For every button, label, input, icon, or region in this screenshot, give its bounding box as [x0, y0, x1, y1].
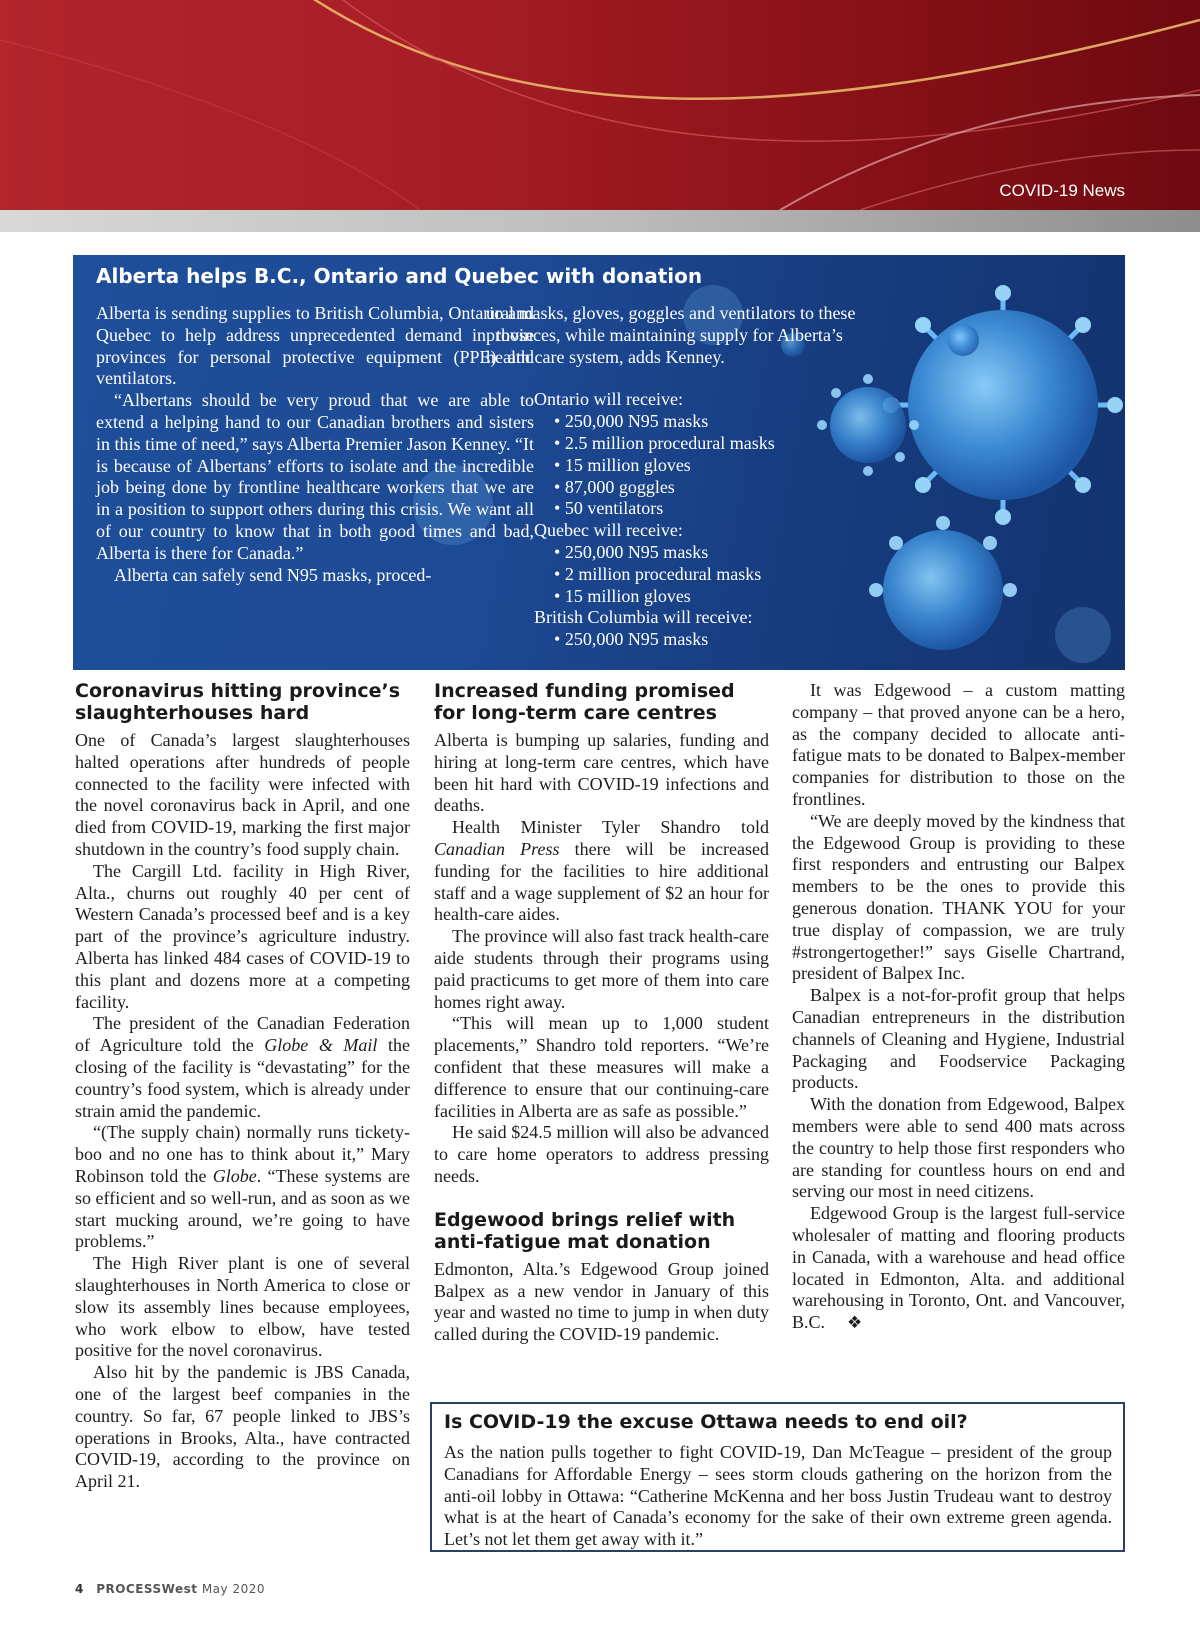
page-number: 4 — [75, 1582, 84, 1596]
article-title: Edgewood brings relief with anti-fatigue mat donation — [434, 1208, 736, 1253]
header-grey-bar — [0, 210, 1200, 232]
text-run: the closing of the facility is “devastating” for the country’s food system, which is already under strain amid the pandemic. — [75, 1035, 410, 1121]
feature-paragraph: Alberta is sending supplies to British Columbia, Ontario and Quebec to help address unprecedented demand in those provinces for personal protective equipment (PPE) and ventilators. — [96, 303, 534, 389]
article-title: Increased funding promised for long-term care centres — [434, 680, 735, 724]
article-paragraph: “This will mean up to 1,000 student placements,” Shandro told reporters. “We’re confident that these measures will make a difference to ensure that our continuing-care facilities in Alberta are as safe as possible.” — [434, 1013, 769, 1121]
article-paragraph — [434, 817, 769, 926]
feature-column-1 — [96, 303, 534, 586]
article-paragraph: The Cargill Ltd. facility in High River, Alta., churns out roughly 40 per cent of Western Canada’s processed beef and is a key part of the province’s agriculture industry. Alberta has linked 484 cases of COVID-19 to this plant and dozens more at a competing facility. — [75, 860, 410, 1012]
feature-title: Alberta helps B.C., Ontario and Quebec with donation — [96, 264, 703, 288]
feature-column-2 — [486, 303, 856, 651]
article-paragraph: It was Edgewood – a custom matting company – that proved anyone can be a hero, as the company decided to allocate anti-fatigue mats to be donated to Balpex-member companies for distribution to those on the frontlines. — [792, 680, 1125, 809]
list-item: • 50 ventilators — [554, 498, 856, 520]
article-paragraph — [75, 1122, 410, 1253]
list-item: • 15 million gloves — [554, 455, 856, 477]
article-long-term-care — [434, 680, 769, 1346]
text-run: The president of the Canadian Federation of Agriculture told the — [75, 1013, 410, 1056]
quebec-heading: Quebec will receive: — [534, 520, 683, 541]
article-paragraph: The High River plant is one of several slaughterhouses in North America to close or slow its assembly lines because employees, who work elbow to elbow, have tested positive for the novel coronavirus. — [75, 1253, 410, 1361]
article-paragraph: Edmonton, Alta.’s Edgewood Group joined Balpex as a new vendor in January of this year and wasted no time to jump in when duty called during the COVID-19 pandemic. — [434, 1258, 769, 1345]
list-item: • 250,000 N95 masks — [554, 629, 856, 651]
list-item: • 250,000 N95 masks — [554, 542, 856, 564]
feature-box — [73, 255, 1125, 670]
banner-swoosh-graphic — [0, 0, 1200, 210]
article-paragraph: One of Canada’s largest slaughterhouses halted operations after hundreds of people connected to the facility were infected with the novel coronavirus back in April, and one died from COVID-19, marking the first major shutdown in the country’s food supply chain. — [75, 730, 410, 859]
article-paragraph — [792, 1203, 1125, 1335]
virus-lower-icon — [869, 516, 1017, 650]
text-run: “(The supply chain) normally runs tickety-boo and no one has to think about it,” Mary Robinson told the — [75, 1122, 410, 1186]
article-paragraph: “We are deeply moved by the kindness that the Edgewood Group is providing to these first responders and entrusting our Balpex members to be the ones to provide this generous donation. THANK YOU for your true display of compassion, we are truly #strongertogether!” says Giselle Chartrand, president of Balpex Inc. — [792, 810, 1125, 984]
header-banner — [0, 0, 1200, 210]
list-item: • 15 million gloves — [554, 586, 856, 608]
article-slaughterhouses — [75, 680, 410, 1493]
page-footer — [75, 1582, 265, 1596]
list-item: • 87,000 goggles — [554, 477, 856, 499]
feature-paragraph: Alberta can safely send N95 masks, proced- — [114, 564, 432, 585]
article-edgewood-continued — [792, 680, 1125, 1335]
list-item: • 2 million procedural masks — [554, 564, 856, 586]
list-item: • 250,000 N95 masks — [554, 411, 856, 433]
feature-paragraph: “Albertans should be very proud that we are able to extend a helping hand to our Canadian brothers and sisters in this time of need,” says Alberta Premier Jason Kenney. “It is because of Albertans’ efforts to isolate and the incredible job being done by frontline healthcare workers that we are in a position to support others during this crisis. We want all of our country to know that in both good times and bad, Alberta is there for Canada.” — [96, 390, 534, 563]
publication-name: Globe & Mail — [264, 1035, 378, 1056]
article-paragraph — [75, 1013, 410, 1122]
text-run: there will be increased funding for the facilities to hire additional staff and a wage supplement of $2 an hour for health-care aides. — [434, 838, 770, 925]
list-item: • 2.5 million procedural masks — [554, 433, 856, 455]
text-run: Health Minister Tyler Shandro told — [452, 817, 769, 838]
publication-name: Canadian Press — [434, 838, 560, 859]
quebec-list — [486, 542, 856, 607]
bc-heading: British Columbia will receive: — [534, 607, 753, 628]
end-of-article-mark-icon: ❖ — [847, 1313, 863, 1334]
bc-list — [486, 629, 856, 651]
article-paragraph: The province will also fast track health-care aide students through their programs using paid practicums to get more of them into care homes right away. — [434, 926, 769, 1012]
article-paragraph: Also hit by the pandemic is JBS Canada, one of the largest beef companies in the country. So far, 67 people linked to JBS’s operations in Brooks, Alta., have contracted COVID-19, according to the province on April 21. — [75, 1362, 410, 1492]
text-run: . “These systems are so efficient and so well-run, and as soon as we start mucking around, we’re going to have problems.” — [75, 1165, 410, 1252]
text-run: Edgewood Group is the largest full-service wholesaler of matting and flooring products in Canada, with a warehouse and head office located in Edmonton, Alta. and additional warehousing in Toronto, Ont. and Vancouver, B.C. — [792, 1203, 1125, 1333]
publication-name: Globe — [212, 1165, 257, 1186]
magazine-name: PROCESSWest — [96, 1582, 198, 1596]
sidebar-title: Is COVID-19 the excuse Ottawa needs to end oil? — [444, 1411, 968, 1433]
feature-continuation: ural masks, gloves, goggles and ventilators to these provinces, while maintaining supply for Alberta’s health care system, adds Kenney. — [486, 303, 856, 367]
article-paragraph: Alberta is bumping up salaries, funding and hiring at long-term care centres, which have been hit hard with COVID-19 infections and deaths. — [434, 730, 769, 816]
section-label: COVID-19 News — [999, 181, 1125, 200]
issue-date: May 2020 — [201, 1582, 265, 1596]
oil-sidebar-box — [430, 1402, 1125, 1552]
ontario-list — [486, 411, 856, 520]
article-title: Coronavirus hitting province’s slaughterhouses hard — [75, 680, 401, 724]
sidebar-body: As the nation pulls together to fight COVID-19, Dan McTeague – president of the group Canadians for Affordable Energy – sees storm clouds gathering on the horizon from the anti-oil lobby in Ottawa: “Catherine McKenna and her boss Justin Trudeau want to destroy what is at the heart of Canada’s economy for the sake of their own extreme green agenda. Let’s not let them get away with it.” — [444, 1442, 1112, 1550]
article-paragraph: Balpex is a not-for-profit group that helps Canadian entrepreneurs in the distribution channels of Cleaning and Hygiene, Industrial Packaging and Foodservice Packaging products. — [792, 985, 1125, 1093]
virus-large-icon — [883, 285, 1123, 525]
article-paragraph: With the donation from Edgewood, Balpex members were able to send 400 mats across the country to help those first responders who are standing for countless hours on end and serving our most in need citizens. — [792, 1094, 1125, 1202]
article-paragraph: He said $24.5 million will also be advanced to care home operators to address pressing needs. — [434, 1122, 769, 1186]
ontario-heading: Ontario will receive: — [534, 389, 683, 410]
